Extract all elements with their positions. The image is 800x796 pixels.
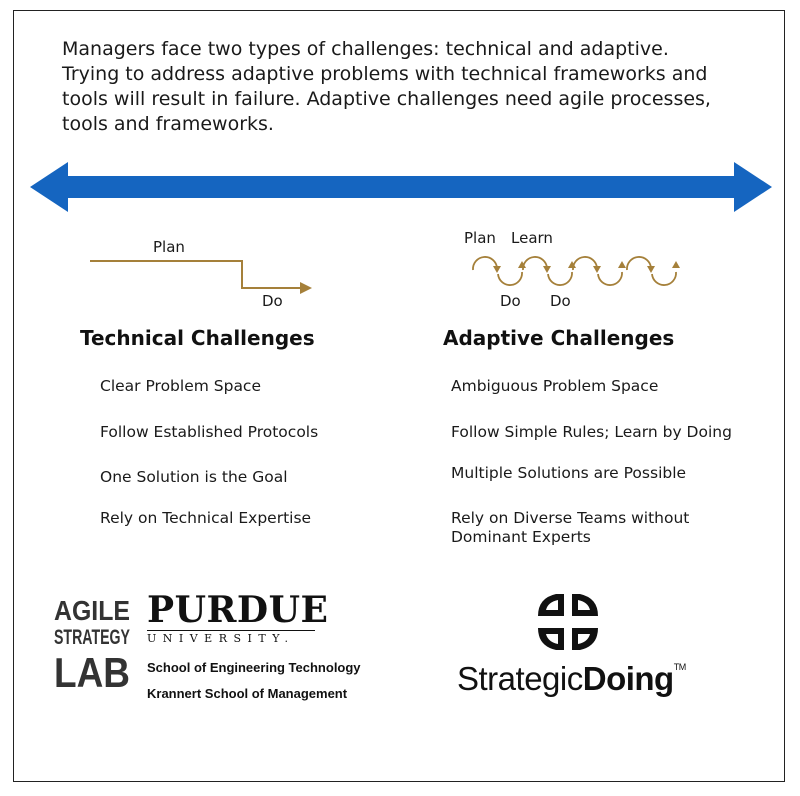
trademark-symbol: TM: [673, 662, 686, 672]
purdue-university-wordmark: UNIVERSITY.: [147, 630, 315, 645]
school-engineering-technology: School of Engineering Technology: [147, 660, 361, 675]
agile-strategy-lab-logo: [52, 592, 132, 696]
purdue-wordmark: PURDUE: [147, 589, 329, 631]
purdue-logo: [147, 590, 361, 707]
school-krannert-management: Krannert School of Management: [147, 686, 348, 701]
agile-logo-line: LAB: [54, 649, 130, 696]
intro-line: Trying to address adaptive problems with technical frameworks and: [62, 63, 708, 85]
adaptive-arrowheads: [493, 261, 680, 273]
technical-waterfall-diagram: [90, 261, 312, 294]
strategic-doing-light: Strategic: [457, 660, 583, 697]
technical-item: Follow Established Protocols: [100, 423, 319, 441]
adaptive-item: Multiple Solutions are Possible: [451, 464, 687, 482]
strategic-doing-wordmark: [457, 660, 686, 698]
adaptive-iteration-diagram: [473, 257, 676, 285]
technical-item: Clear Problem Space: [100, 377, 261, 395]
strategic-doing-icon: [528, 588, 608, 656]
technical-do-label: Do: [262, 292, 283, 310]
adaptive-learn-label: Learn: [511, 229, 553, 247]
adaptive-do-label: Do: [550, 292, 571, 310]
agile-logo-line: STRATEGY: [54, 626, 130, 649]
school-names: [147, 655, 361, 707]
technical-item: One Solution is the Goal: [100, 468, 288, 486]
technical-item: Rely on Technical Expertise: [100, 509, 312, 527]
intro-line: tools will result in failure. Adaptive challenges need agile processes,: [62, 88, 711, 110]
intro-line: tools and frameworks.: [62, 113, 274, 135]
adaptive-do-label: Do: [500, 292, 521, 310]
technical-heading: Technical Challenges: [80, 326, 315, 350]
intro-line: Managers face two types of challenges: technical and adaptive.: [62, 38, 669, 60]
strategic-doing-bold: Doing: [582, 660, 674, 697]
adaptive-item: Ambiguous Problem Space: [451, 377, 659, 395]
adaptive-plan-label: Plan: [464, 229, 496, 247]
adaptive-item: Rely on Diverse Teams without: [451, 509, 690, 527]
technical-plan-label: Plan: [153, 238, 185, 256]
adaptive-item: Follow Simple Rules; Learn by Doing: [451, 423, 732, 441]
process-diagrams: [0, 0, 800, 320]
adaptive-heading: Adaptive Challenges: [443, 326, 675, 350]
adaptive-item: Dominant Experts: [451, 528, 591, 546]
agile-logo-line: AGILE: [54, 595, 130, 626]
